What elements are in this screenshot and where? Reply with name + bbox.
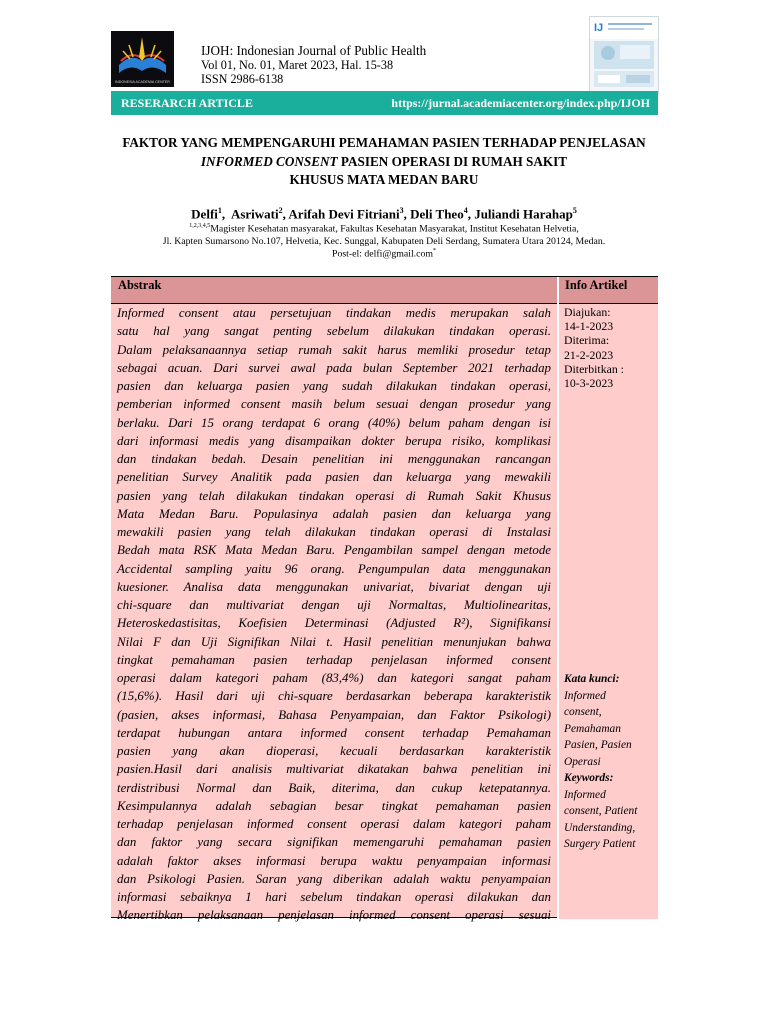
abstract-line: berlaku. Dari 15 orang terdapat 6 orang (40%) belum paham dengan isi [117,415,551,430]
kata-kunci-item: Informed [564,689,606,702]
accepted-date: 21-2-2023 [564,348,614,362]
abstract-line: Bedah mata RSK Mata Medan Baru. Pengambilan sampel dengan metode [117,543,551,558]
abstract-line: adalah faktor akses informasi berupa waktu penyampaian informasi [117,853,551,868]
title-line-2-rest: PASIEN OPERASI DI RUMAH SAKIT [337,153,568,169]
accepted-label: Diterima: [564,333,610,347]
author-name: Arifah Devi Fitriani [288,206,400,222]
published-date: 10-3-2023 [564,376,614,390]
abstract-line: Heteroskedastisitas, Koefisien Determinasi (Adjusted R²), Signifikansi [117,616,551,631]
abstract-heading: Abstrak [118,278,162,292]
journal-cover-thumbnail [589,16,659,94]
author-marker: 1 [217,206,222,215]
author-separator: , [403,206,411,222]
author-marker: 4 [463,206,468,215]
published-label: Diterbitkan : [564,362,624,376]
abstract-line: Mata Medan Baru. Populasinya adalah pasien dan keluarga yang [117,506,551,521]
author-name: Asriwati [230,206,279,222]
author-separator: , [221,206,231,222]
info-header-cell [559,277,658,303]
abstract-line: Dalam pelaksanaannya setiap rumah sakit harus memliki prosedur tetap [117,342,551,357]
kata-kunci-label: Kata kunci: [564,673,620,685]
abstract-line: Menertibkan pelaksanaan penjelasan informed consent operasi sesuai [117,908,551,923]
keywords-label: Keywords: [564,772,614,784]
abstract-line: pasien dan keluarga pasien yang sudah dilakukan tindakan operasi, [117,379,551,393]
article-banner [111,91,658,115]
author-name: Juliandi Harahap [474,206,573,222]
keyword-item: Surgery Patient [564,838,636,850]
abstract-line: penelitian Survey Analitik pada pasien dan keluarga yang mewakili [117,470,551,485]
abstract-line: dari informasi medis yang disampaikan dokter berupa risiko, komplikasi [117,433,551,448]
keyword-item: consent, Patient [564,805,638,817]
address: Jl. Kapten Sumarsono No.107, Helvetia, Kec. Sunggal, Kabupaten Deli Serdang, Sumatera Utara 20124, Medan. [162,236,606,247]
abstract-line: terdistribusi Normal dan Baik, diterima, dan cukup ketepatannya. [117,780,551,795]
journal-volume: Vol 01, No. 01, Maret 2023, Hal. 15-38 [201,58,394,72]
submitted-label: Diajukan: [564,305,611,319]
title-line-3: KHUSUS MATA MEDAN BARU [289,172,479,187]
abstract-line: (pasien, akses informasi, Bahasa Penyampaian, dan Faktor Psikologi) [117,707,551,722]
title-line-2 [100,153,668,172]
abstract-line: pemberian informed consent masih belum sesuai dengan prosedur yang [117,397,551,412]
author-name: Deli Theo [410,206,464,222]
author-separator: , [282,206,289,222]
journal-issn: ISSN 2986-6138 [201,72,284,86]
keyword-item: Understanding, [564,821,636,834]
article-title [100,134,668,190]
affiliation [100,223,668,234]
abstract-line: dan tindakan bedah. Desain penelitian ini menggunakan rancangan [117,452,551,466]
affiliation-marker: 1,2,3,4,5 [189,223,211,229]
info-heading: Info Artikel [565,278,628,292]
kata-kunci-item: Operasi [564,755,601,768]
title-line-1: FAKTOR YANG MEMPENGARUHI PEMAHAMAN PASIEN TERHADAP PENJELASAN [122,135,646,150]
author-separator: , [467,206,475,222]
journal-logo [111,31,174,87]
keywords-block [564,671,656,853]
submitted-date: 14-1-2023 [564,319,614,333]
author-marker: 5 [572,206,577,215]
abstract-line: Informed consent atau persetujuan tindakan medis merupakan salah [117,306,551,320]
abstract-line: mewakili pasien yang telah dilakukan tindakan operasi di Instalasi [117,525,551,539]
kata-kunci-item: Pemahaman [564,722,621,735]
author-marker: 3 [399,206,404,215]
article-type-label: RESERARCH ARTICLE [121,96,253,110]
abstract-line: (15,6%). Hasil dari uji chi-square berdasarkan beberapa karakteristik [117,689,551,704]
svg-text:IJ: IJ [594,22,604,34]
abstract-line: informasi sebaiknya 1 hari sebelum tindakan operasi dilakukan dan [117,890,551,904]
email-marker: * [433,248,436,254]
keyword-item: Informed [564,788,606,801]
abstract-line: tingkat pemahaman pasien terhadap penjelasan informed consent [117,652,551,667]
abstract-line: satu hal yang sangat penting sebelum dilakukan tindakan operasi. [117,324,551,339]
abstract-line: pasien yang telah dilakukan tindakan operasi di Rumah Sakit Khusus [117,488,551,503]
journal-url-link[interactable]: https://jurnal.academiacenter.org/index.php/IJOH [391,96,650,110]
abstract-line: kuesioner. Analisa data menggunakan univariat, bivariat dengan uji [117,579,551,594]
keywords-list [564,787,656,853]
abstract-line: Kesimpulannya adalah sebagian besar tingkat pemahaman pasien [117,798,551,813]
affiliation-text: Magister Kesehatan masyarakat, Fakultas Kesehatan Masyarakat, Institut Kesehatan Helvetia, [210,223,579,235]
abstract-line: Accidental sampling yaitu 96 orang. Pengumpulan data menggunakan [117,561,551,576]
abstract-line: pasien yang akan dioperasi, kecuali berdasarkan karakteristik [117,744,551,758]
abstract-line: dan Psikologi Pasien. Saran yang diberikan adalah waktu penyampaian [117,871,551,886]
title-italic-term: INFORMED CONSENT [200,153,338,169]
author-list [100,206,668,222]
correspondence-email [100,248,668,259]
author-marker: 2 [278,206,283,215]
abstract-line: sebagai acuan. Dari survei awal pada bulan September 2021 terhadap [117,360,551,375]
abstract-line: Nilai F dan Uji Signifikan Nilai t. Hasil penelitian menunjukan bahwa [117,634,551,649]
abstract-header-cell [111,277,557,303]
email-text: Post-el: delfi@gmail.com [332,248,433,260]
author-name: Delfi [191,206,218,222]
abstract-line: chi-square dan multivariat dengan uji Normaltas, Multiolinearitas, [117,598,551,612]
kata-kunci-item: consent, [564,706,602,718]
abstract-text [117,304,551,925]
journal-title: IJOH: Indonesian Journal of Public Health [201,43,427,58]
abstract-line: pasien.Hasil dari analisis multivariat dikatakan bahwa penelitian ini [117,762,551,777]
abstract-line: dan faktor yang secara signifikan memengaruhi pemahaman pasien [117,835,551,850]
abstract-line: terdapat hubungan antara informed consent terhadap Pemahaman [117,725,551,740]
kata-kunci-item: Pasien, Pasien [564,739,632,751]
kata-kunci-list [564,688,656,771]
svg-text:INDONESIA ACADEMIA CENTER: INDONESIA ACADEMIA CENTER [115,80,170,84]
abstract-line: operasi dalam kategori paham (83,4%) dan kategori sangat paham [117,671,551,685]
abstract-line: terhadap penjelasan informed consent operasi dalam kategori paham [117,817,551,831]
